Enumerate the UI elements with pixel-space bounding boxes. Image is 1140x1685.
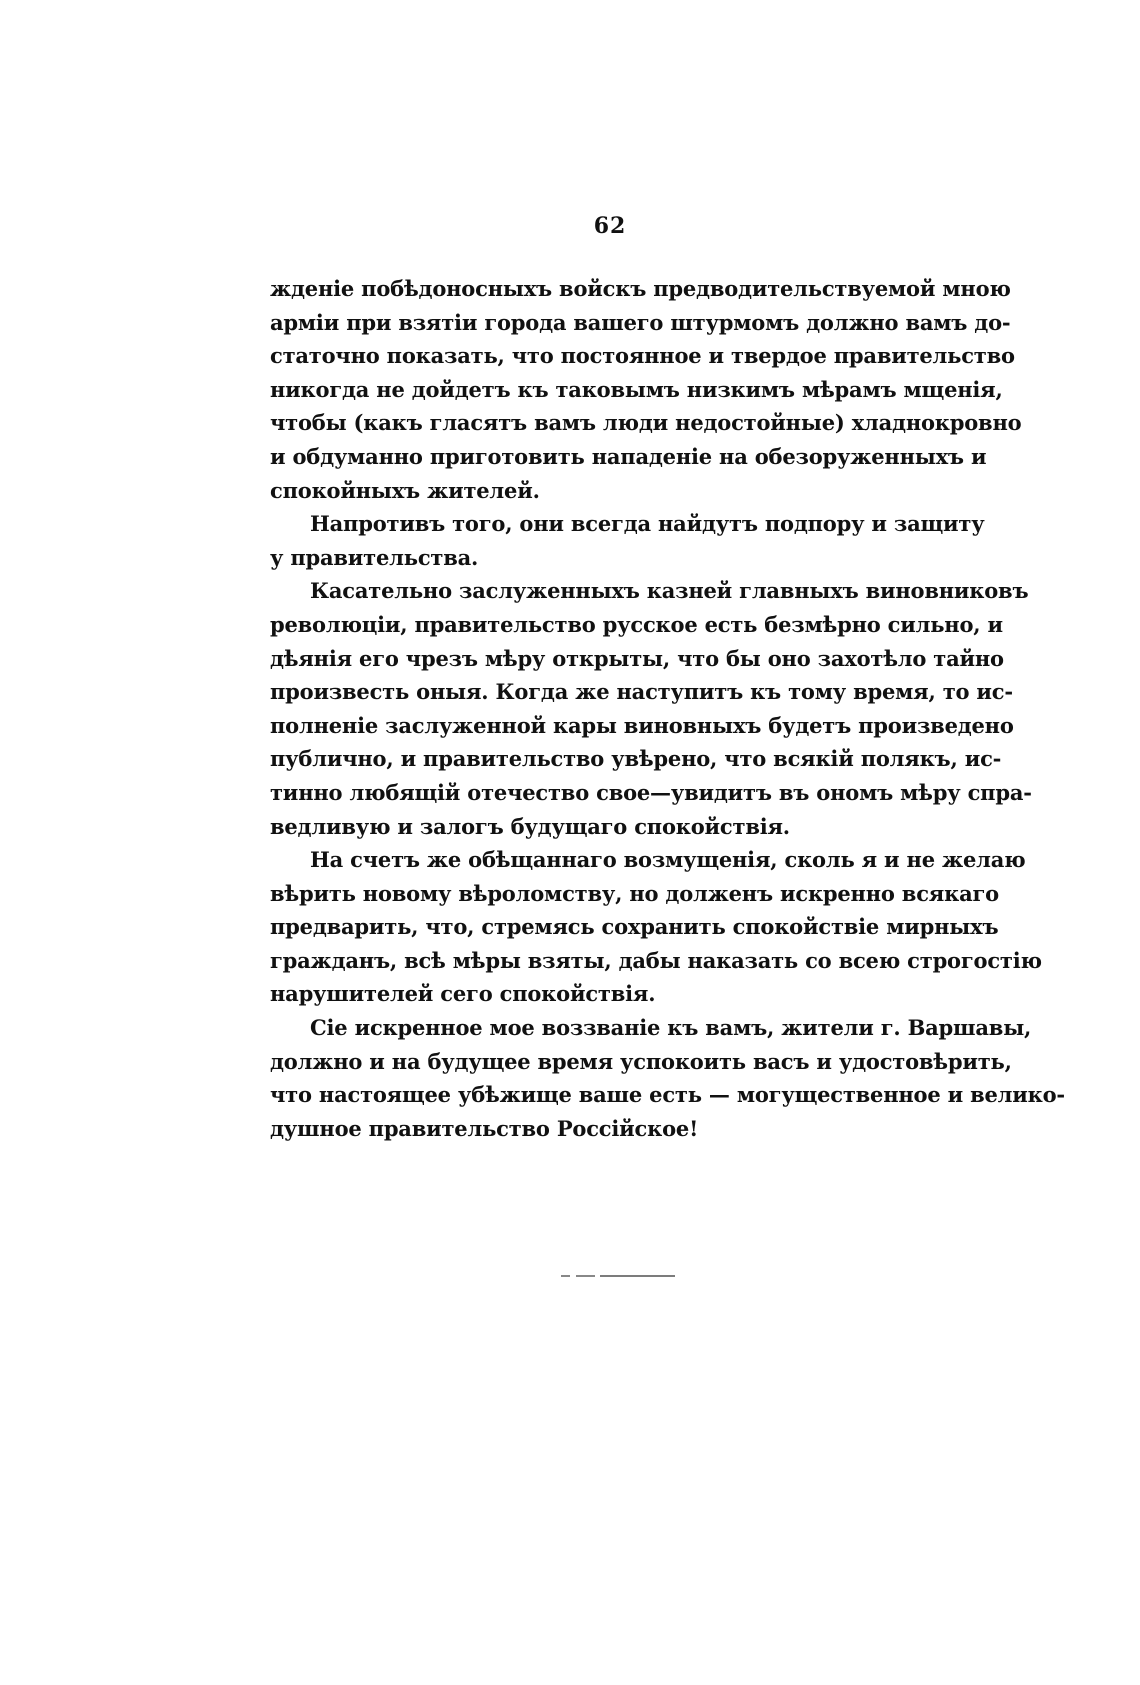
text-line: чтобы (какъ гласятъ вамъ люди недостойные) хладнокровно (270, 410, 1022, 436)
text-line: На счетъ же обѣщаннаго возмущенія, сколь я и не желаю (310, 847, 1026, 873)
text-line: Касательно заслуженныхъ казней главныхъ виновниковъ (310, 578, 1029, 604)
paragraph-4 (270, 843, 1042, 1011)
text-line: у правительства. (270, 544, 479, 570)
text-line: вѣрить новому вѣроломству, но долженъ искренно всякаго (270, 880, 999, 906)
text-line: публично, и правительство увѣрено, что всякій полякъ, ис- (270, 746, 1002, 772)
text-line: спокойныхъ жителей. (270, 477, 540, 503)
paragraph-5 (270, 1011, 1065, 1145)
text-line: нарушителей сего спокойствія. (270, 981, 656, 1007)
text-line: должно и на будущее время успокоить васъ и удостовѣрить, (270, 1048, 1012, 1074)
text-line: душное правительство Россійское! (270, 1115, 699, 1141)
paragraph-3 (270, 574, 1032, 843)
text-line: арміи при взятіи города вашего штурмомъ должно вамъ до- (270, 309, 1011, 335)
text-line: произвесть оныя. Когда же наступитъ къ тому время, то ис- (270, 679, 1013, 705)
body-text (270, 272, 1065, 1145)
paragraph-1 (270, 272, 1022, 507)
text-line: никогда не дойдетъ къ таковымъ низкимъ мѣрамъ мщенія, (270, 376, 1003, 402)
paragraph-2 (270, 507, 985, 574)
text-line: предварить, что, стремясь сохранить спокойствіе мирныхъ (270, 914, 999, 940)
text-line: ведливую и залогъ будущаго спокойствія. (270, 813, 790, 839)
text-line: тинно любящій отечество свое—увидитъ въ ономъ мѣру спра- (270, 779, 1032, 805)
closing-rule (561, 1275, 675, 1277)
text-line: полненіе заслуженной кары виновныхъ будетъ произведено (270, 712, 1014, 738)
text-line: дѣянія его чрезъ мѣру открыты, что бы оно захотѣло тайно (270, 645, 1004, 671)
text-line: Напротивъ того, они всегда найдутъ подпору и защиту (310, 511, 985, 537)
text-line: Сіе искренное мое воззваніе къ вамъ, жители г. Варшавы, (310, 1015, 1032, 1041)
text-line: революціи, правительство русское есть безмѣрно сильно, и (270, 611, 1003, 637)
text-line: что настоящее убѣжище ваше есть — могущественное и велико- (270, 1082, 1065, 1108)
text-line: гражданъ, всѣ мѣры взяты, дабы наказать со всею строгостію (270, 947, 1042, 973)
text-line: статочно показать, что постоянное и твердое правительство (270, 343, 1015, 369)
text-line: и обдуманно приготовить нападеніе на обезоруженныхъ и (270, 443, 987, 469)
page-number: 62 (593, 213, 627, 239)
text-line: жденіе побѣдоносныхъ войскъ предводительствуемой мною (270, 276, 1011, 301)
